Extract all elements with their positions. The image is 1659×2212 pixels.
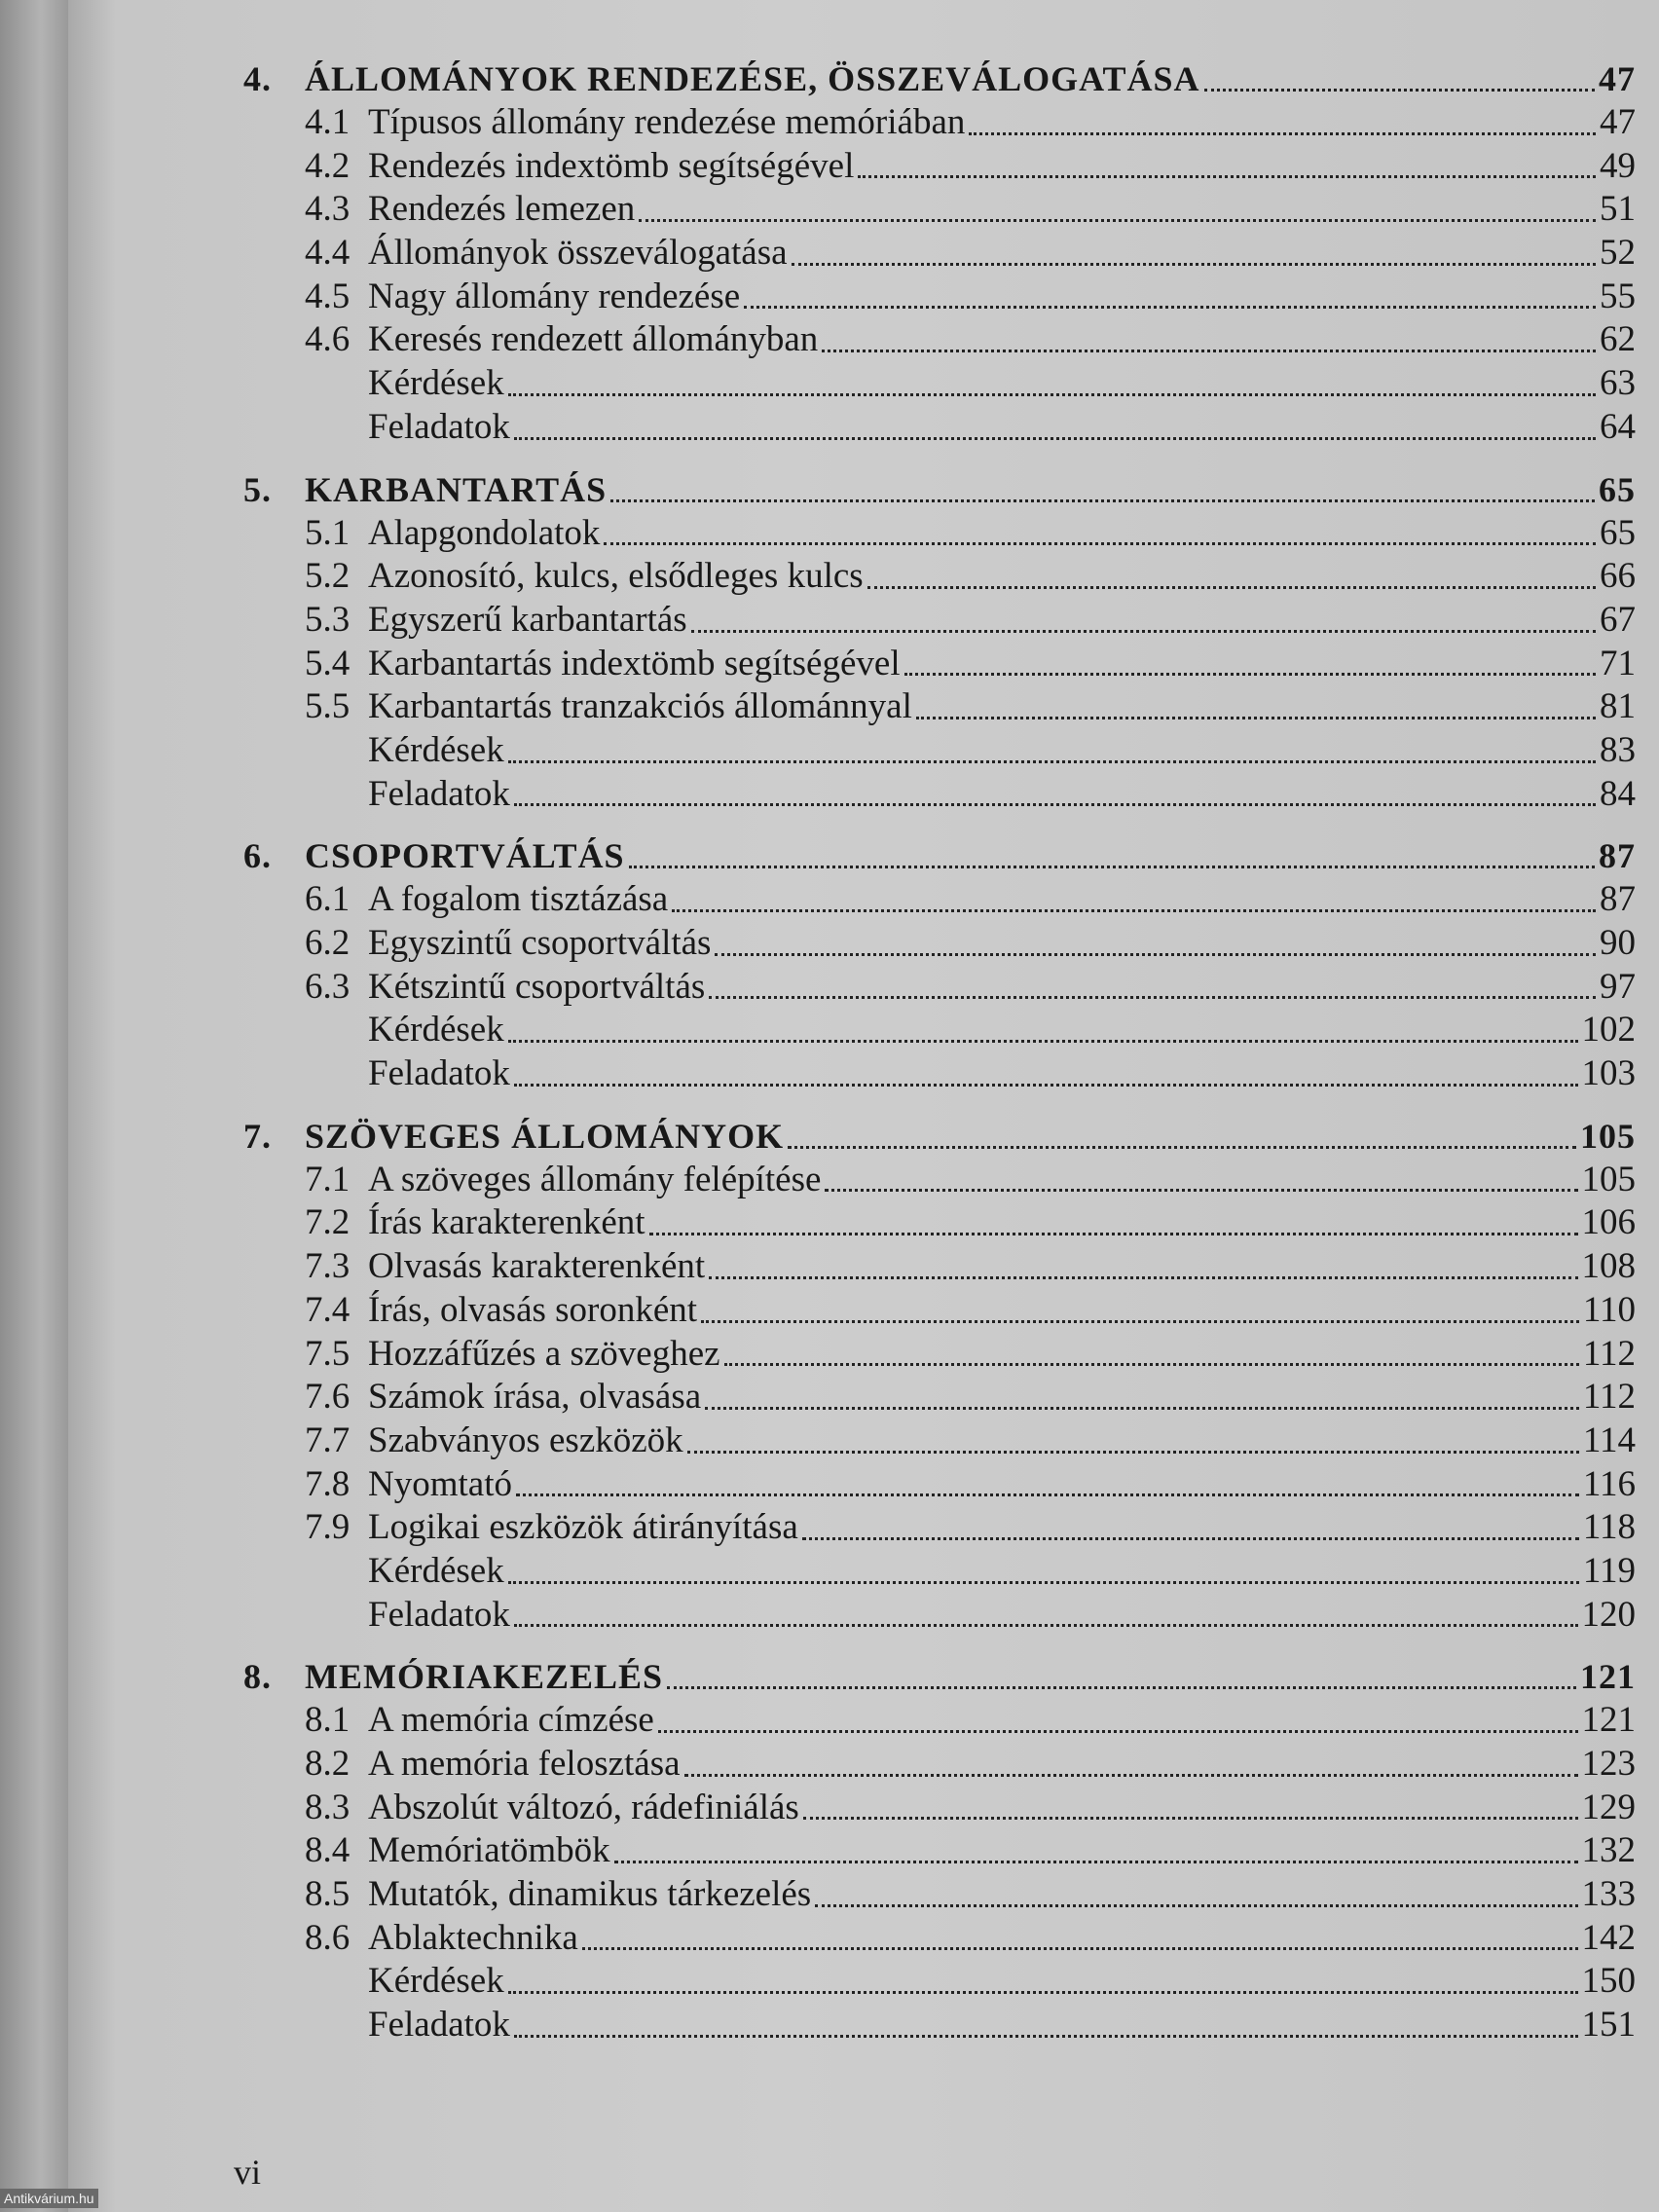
book-binding-edge [0,0,68,2212]
entry-title: A memória felosztása [368,1744,681,1784]
entry-title: A fogalom tisztázása [368,879,669,920]
entry-page: 64 [1600,406,1636,447]
toc-entry [243,599,1636,643]
toc-entry [243,1201,1636,1245]
page-number-label: vi [234,2153,262,2192]
entry-page: 132 [1581,1830,1636,1871]
entry-title: Hozzáfűzés a szöveghez [368,1333,720,1374]
toc-entry [243,512,1636,556]
entry-title: Azonosító, kulcs, elsődleges kulcs [368,556,864,597]
chapter-title: KARBANTARTÁS [305,469,608,509]
entry-page: 87 [1600,879,1636,920]
toc-entry [243,1289,1636,1333]
dot-leader [792,263,1596,266]
dot-leader [610,499,1595,502]
entry-number: 7.1 [305,1159,350,1199]
chapter-number: 5. [243,469,272,509]
entry-page: 90 [1600,923,1636,963]
toc-entry [243,1960,1636,2004]
toc-entry [243,1550,1636,1594]
entry-page: 112 [1582,1377,1636,1418]
entry-page: 120 [1581,1594,1636,1635]
entry-number: 5.3 [305,599,350,640]
dot-leader [744,306,1596,309]
entry-number: 4.2 [305,145,350,186]
dot-leader [614,1861,1578,1863]
dot-leader [649,1233,1578,1235]
entry-page: 118 [1582,1507,1636,1548]
toc-entry [243,232,1636,276]
chapter-number: 8. [243,1657,272,1697]
dot-leader [701,1320,1579,1323]
toc-entry [243,966,1636,1010]
dot-leader [639,219,1596,222]
entry-page: 112 [1582,1333,1636,1374]
entry-page: 116 [1582,1463,1636,1504]
entry-number: 7.5 [305,1333,350,1374]
dot-leader [687,1451,1579,1454]
entry-page: 142 [1581,1917,1636,1958]
chapter-number: 6. [243,836,272,876]
chapter-page: 47 [1599,59,1636,98]
toc-chapter-heading [243,1654,1636,1699]
toc-entry [243,145,1636,189]
dot-leader [724,1363,1579,1366]
entry-title: Feladatok [368,406,510,447]
entry-number: 7.3 [305,1246,350,1287]
entry-title: Memóriatömbök [368,1830,610,1871]
entry-title: Logikai eszközök átirányítása [368,1507,798,1548]
entry-title: Abszolút változó, rádefiniálás [368,1787,799,1827]
dot-leader [803,1817,1578,1820]
entry-title: Kérdések [368,1010,504,1051]
entry-title: Kétszintű csoportváltás [368,966,706,1007]
toc-entry [243,2004,1636,2047]
toc-entry [243,773,1636,817]
toc-entry [243,555,1636,599]
dot-leader [715,953,1596,956]
entry-title: A memória címzése [368,1700,654,1741]
entry-number: 4.5 [305,276,350,316]
entry-title: Olvasás karakterenként [368,1246,706,1287]
entry-title: Egyszintű csoportváltás [368,923,712,963]
toc-entry [243,1829,1636,1873]
toc-entry [243,1917,1636,1961]
entry-title: Kérdések [368,1550,504,1591]
chapter-title: CSOPORTVÁLTÁS [305,836,625,876]
entry-page: 151 [1581,2005,1636,2046]
entry-title: Szabványos eszközök [368,1419,683,1460]
entry-number: 5.4 [305,643,350,683]
entry-number: 6.3 [305,966,350,1007]
dot-leader [705,1407,1579,1410]
dot-leader [709,1276,1577,1279]
entry-page: 108 [1581,1246,1636,1287]
toc-entry [243,1594,1636,1638]
entry-number: 4.3 [305,189,350,230]
entry-page: 71 [1600,643,1636,683]
toc-entry [243,188,1636,232]
chapter-number: 4. [243,59,272,98]
entry-title: Egyszerű karbantartás [368,599,687,640]
entry-page: 121 [1581,1700,1636,1741]
chapter-title: MEMÓRIAKEZELÉS [305,1657,664,1697]
chapter-page: 65 [1599,469,1636,509]
toc-entry [243,101,1636,145]
entry-page: 103 [1581,1053,1636,1094]
toc-entry [243,1787,1636,1830]
entry-page: 83 [1600,729,1636,770]
entry-title: Kérdések [368,363,504,404]
toc-entry [243,878,1636,922]
entry-page: 47 [1600,102,1636,142]
toc-entry [243,1463,1636,1507]
toc-entry [243,318,1636,362]
dot-leader [508,760,1596,763]
entry-page: 129 [1581,1787,1636,1827]
toc-section-4 [243,56,1636,450]
entry-title: Számok írása, olvasása [368,1377,702,1418]
entry-page: 52 [1600,233,1636,274]
dot-leader [788,1146,1576,1149]
dot-leader [508,393,1596,396]
entry-page: 150 [1581,1961,1636,2002]
toc-entry [243,1333,1636,1377]
dot-leader [629,866,1596,868]
dot-leader [802,1537,1579,1540]
entry-number: 8.5 [305,1874,350,1915]
entry-number: 8.2 [305,1744,350,1784]
dot-leader [825,1189,1577,1192]
toc-entry [243,1743,1636,1787]
toc-section-6 [243,833,1636,1095]
toc-entry [243,1159,1636,1202]
entry-number: 8.6 [305,1917,350,1958]
watermark: Antikvárium.hu [0,2189,98,2208]
entry-number: 7.4 [305,1289,350,1330]
entry-number: 7.2 [305,1202,350,1243]
dot-leader [916,717,1596,719]
entry-page: 114 [1582,1419,1636,1460]
dot-leader [514,2035,1578,2038]
dot-leader [514,803,1596,806]
dot-leader [514,1624,1578,1627]
entry-title: Feladatok [368,1594,510,1635]
entry-number: 8.4 [305,1830,350,1871]
dot-leader [604,542,1596,545]
entry-title: Karbantartás tranzakciós állománnyal [368,686,912,727]
entry-number: 5.5 [305,686,350,727]
dot-leader [672,909,1596,912]
dot-leader [514,437,1596,440]
dot-leader [691,630,1596,633]
entry-page: 63 [1600,363,1636,404]
entry-number: 8.1 [305,1700,350,1741]
toc-entry [243,1699,1636,1743]
toc-entry [243,1009,1636,1052]
entry-page: 105 [1581,1159,1636,1199]
entry-page: 65 [1600,512,1636,553]
entry-page: 49 [1600,145,1636,186]
entry-title: Nagy állomány rendezése [368,276,741,316]
chapter-page: 105 [1580,1116,1636,1156]
toc-entry [243,276,1636,319]
entry-title: Típusos állomány rendezése memóriában [368,102,966,142]
entry-number: 4.6 [305,319,350,360]
entry-page: 97 [1600,966,1636,1007]
toc-chapter-heading [243,1114,1636,1159]
entry-title: Ablaktechnika [368,1917,578,1958]
toc-entry [243,1419,1636,1463]
entry-title: Rendezés lemezen [368,189,636,230]
entry-page: 51 [1600,189,1636,230]
entry-title: Feladatok [368,1053,510,1094]
toc-entry [243,1873,1636,1917]
toc-entry [243,1245,1636,1289]
toc-entry [243,729,1636,773]
entry-page: 106 [1581,1202,1636,1243]
toc-entry [243,406,1636,450]
entry-page: 62 [1600,319,1636,360]
toc-entry [243,1052,1636,1096]
entry-page: 66 [1600,556,1636,597]
toc-entry [243,1376,1636,1419]
toc-entry [243,643,1636,686]
entry-page: 55 [1600,276,1636,316]
entry-page: 123 [1581,1744,1636,1784]
entry-title: Írás, olvasás soronként [368,1289,698,1330]
dot-leader [1204,89,1595,92]
toc-section-5 [243,467,1636,817]
table-of-contents [243,56,1636,2065]
dot-leader [904,673,1596,676]
entry-title: Karbantartás indextömb segítségével [368,643,901,683]
toc-entry [243,362,1636,406]
entry-title: Rendezés indextömb segítségével [368,145,855,186]
dot-leader [516,1493,1579,1496]
entry-page: 81 [1600,686,1636,727]
dot-leader [508,1040,1578,1043]
dot-leader [822,350,1596,352]
entry-number: 6.1 [305,879,350,920]
toc-section-8 [243,1654,1636,2047]
dot-leader [867,586,1596,589]
entry-title: Alapgondolatok [368,512,601,553]
entry-page: 84 [1600,773,1636,814]
entry-page: 67 [1600,599,1636,640]
entry-title: Állományok összeválogatása [368,233,788,274]
entry-title: Kérdések [368,1961,504,2002]
dot-leader [709,996,1596,999]
dot-leader [658,1730,1578,1733]
entry-page: 110 [1582,1289,1636,1330]
dot-leader [582,1947,1578,1950]
toc-entry [243,685,1636,729]
chapter-page: 87 [1599,836,1636,876]
entry-title: Feladatok [368,2005,510,2046]
chapter-number: 7. [243,1116,272,1156]
entry-number: 6.2 [305,923,350,963]
entry-page: 119 [1582,1550,1636,1591]
entry-title: Mutatók, dinamikus tárkezelés [368,1874,812,1915]
dot-leader [508,1991,1578,1994]
dot-leader [684,1774,1578,1777]
dot-leader [667,1686,1576,1689]
entry-number: 7.9 [305,1507,350,1548]
entry-number: 7.7 [305,1419,350,1460]
entry-number: 4.1 [305,102,350,142]
toc-chapter-heading [243,56,1636,101]
entry-title: Kérdések [368,729,504,770]
dot-leader [969,132,1596,135]
toc-section-7 [243,1114,1636,1638]
entry-number: 7.6 [305,1377,350,1418]
dot-leader [514,1084,1578,1087]
entry-page: 102 [1581,1010,1636,1051]
entry-title: Keresés rendezett állományban [368,319,819,360]
entry-title: Feladatok [368,773,510,814]
dot-leader [858,175,1596,178]
entry-title: Írás karakterenként [368,1202,645,1243]
chapter-title: ÁLLOMÁNYOK RENDEZÉSE, ÖSSZEVÁLOGATÁSA [305,59,1200,98]
chapter-page: 121 [1580,1657,1636,1697]
toc-entry [243,1506,1636,1550]
entry-title: A szöveges állomány felépítése [368,1159,822,1199]
toc-entry [243,922,1636,966]
toc-chapter-heading [243,833,1636,878]
chapter-title: SZÖVEGES ÁLLOMÁNYOK [305,1116,785,1156]
dot-leader [508,1581,1579,1584]
toc-chapter-heading [243,467,1636,512]
entry-number: 4.4 [305,233,350,274]
entry-number: 7.8 [305,1463,350,1504]
entry-number: 8.3 [305,1787,350,1827]
entry-page: 133 [1581,1874,1636,1915]
entry-number: 5.1 [305,512,350,553]
entry-title: Nyomtató [368,1463,512,1504]
dot-leader [815,1904,1577,1907]
entry-number: 5.2 [305,556,350,597]
